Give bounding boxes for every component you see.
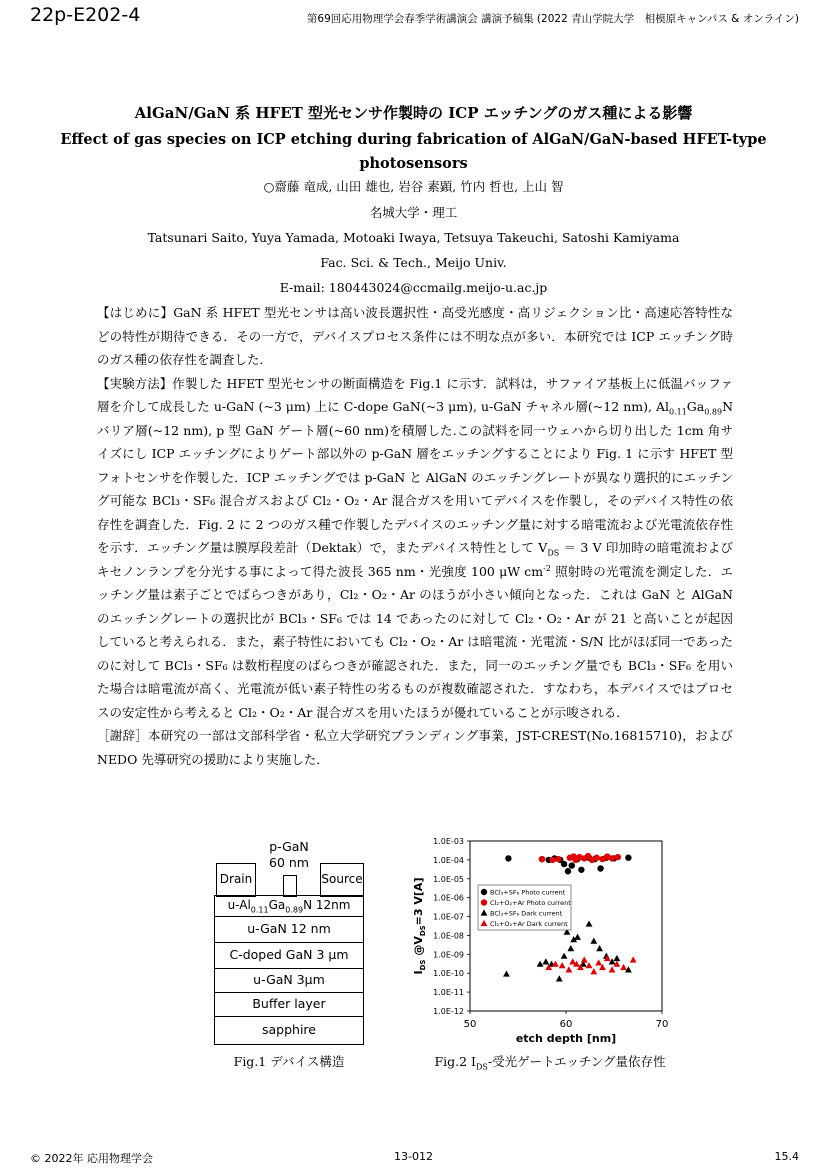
x-tick-label: 70 — [655, 1019, 669, 1030]
legend-marker-1 — [481, 899, 487, 905]
y-tick-label: 1.0E-10 — [433, 969, 464, 979]
data-point-series-2 — [542, 958, 549, 964]
layer-ugan-3um: u-GaN 3μm — [214, 968, 364, 993]
data-point-series-3 — [630, 956, 637, 962]
data-point-series-1 — [539, 856, 545, 862]
legend-marker-0 — [481, 889, 487, 895]
layer-sapphire: sapphire — [214, 1016, 364, 1045]
layer-algan: $u-Al_{0.11}Ga_{0.89}N$ 12nm — [214, 895, 364, 917]
layer-buffer: Buffer layer — [214, 992, 364, 1017]
data-point-series-2 — [596, 945, 603, 951]
data-point-series-0 — [505, 855, 511, 861]
data-point-series-1 — [555, 856, 561, 862]
pgan-gate — [283, 875, 297, 897]
data-point-series-3 — [565, 966, 572, 972]
layer-cdoped-gan: C-doped GaN 3 μm — [214, 942, 364, 969]
title-english — [0, 128, 827, 176]
figure2-chart — [400, 833, 700, 1048]
footer-code: 15.4 — [774, 1150, 799, 1163]
acknowledgement-paragraph: ［謝辞］本研究の一部は文部科学省・私立大学研究ブランディング事業，JST-CREST(No.16815710)，および NEDO 先導研究の援助により実施した． — [97, 728, 733, 767]
x-axis-label: etch depth [nm] — [515, 1032, 617, 1045]
source-electrode: Source — [320, 863, 364, 897]
legend-label-2: BCl₃+SF₆ Dark current — [490, 909, 563, 918]
data-point-series-0 — [625, 855, 631, 861]
figure1-caption: Fig.1 デバイス構造 — [233, 1054, 345, 1069]
data-point-series-2 — [609, 958, 616, 964]
footer-copyright: © 2022年 応用物理学会 — [30, 1152, 153, 1165]
data-point-series-1 — [609, 855, 615, 861]
data-point-series-0 — [597, 865, 603, 871]
data-point-series-3 — [620, 964, 627, 970]
authors-english: Tatsunari Saito, Yuya Yamada, Motoaki Iwaya, Tetsuya Takeuchi, Satoshi Kamiyama — [147, 230, 680, 245]
body-text — [97, 301, 733, 771]
y-axis-ticks — [433, 837, 470, 1016]
method-paragraph: 【実験方法】作製した HFET 型光センサの断面構造を Fig.1 に示す．試料は，サファイア基板上に低温バッファ層を介して成長した u-GaN (~3 μm) 上に C-dope GaN(~3 μm), u-GaN チャネル層(~12 nm), $Al_{0.11}Ga_{0.89}N$ バリア層(~12 nm), p 型 GaN ゲート層(~60 nm)を積層した.この試料を同一ウェハから切り出した 1cm 角サイズにし ICP エッチングによりゲート部以外の p-GaN 層をエッチングすることにより Fig. 1 に示す HFET 型フォトセンサを作製した．ICP エッチングでは p-GaN と AlGaN のエッチングレートが異なり選択的にエッチング可能な BCl₃・SF₆ 混合ガスおよび Cl₂・O₂・Ar 混合ガスを用いてデバイスを作製し，そのデバイス特性の依存性を調査した．Fig. 2 に 2 つのガス種で作製したデバイスのエッチング量に対する暗電流および光電流依存性を示す．エッチング量は膜厚段差計（Dektak）で，またデバイス特性として $V_{DS} = 3$ V 印加時の暗電流およびキセノンランプを分光する事によって得た波長 365 nm・光強度 100 μW $cm^{-2}$ 照射時の光電流を測定した．エッチング量は素子ごとでばらつきがあり，Cl₂・O₂・Ar のほうが小さい傾向となった．これは GaN と AlGaN のエッチングレートの選択比が BCl₃・SF₆ では 14 であったのに対して Cl₂・O₂・Ar が 21 と高いことが起因していると考えられる．また，素子特性においても Cl₂・O₂・Ar は暗電流・光電流・S/N 比がほぼ同一であったのに対して BCl₃・SF₆ は数桁程度のばらつきが確認された．また，同一のエッチング量でも BCl₃・SF₆ を用いた場合は暗電流が高く、光電流が低い素子特性の劣るものが複数確認された．すなわち，本デバイスではプロセスの安定性から考えると Cl₂・O₂・Ar 混合ガスを用いたほうが優れていることが示唆される． — [97, 375, 734, 720]
drain-electrode: Drain — [216, 863, 256, 897]
y-tick-label: 1.0E-12 — [433, 1007, 464, 1016]
data-point-series-3 — [581, 956, 588, 962]
layer-ugan-12nm: u-GaN 12 nm — [214, 916, 364, 943]
data-point-series-0 — [565, 868, 571, 874]
y-axis-label: $I_{DS}$ $@V_{DS}=3$ V[A] — [412, 877, 427, 975]
x-tick-label: 50 — [463, 1019, 477, 1030]
y-tick-label: 1.0E-03 — [433, 837, 464, 846]
intro-paragraph: 【はじめに】GaN 系 HFET 型光センサは高い波長選択性・高受光感度・高リジェクション比・高速応答特性などの特性が期待できる．その一方で，デバイスプロセス条件には不明な点が多い．本研究では ICP エッチング時のガス種の依存性を調査した． — [97, 305, 733, 367]
x-tick-label: 60 — [559, 1019, 573, 1030]
data-point-series-2 — [561, 953, 568, 959]
x-axis-ticks — [464, 1011, 669, 1030]
y-tick-label: 1.0E-07 — [433, 912, 464, 922]
legend-label-3: Cl₂+O₂+Ar Dark current — [490, 920, 568, 928]
legend-label-0: BCl₃+SF₆ Photo current — [490, 888, 566, 897]
data-point-series-2 — [590, 938, 597, 944]
data-point-series-1 — [615, 854, 621, 860]
conference-header: 第69回応用物理学会春季学術講演会 講演予稿集 (2022 青山学院大学 相模原キャンパス & オンライン) — [306, 13, 799, 25]
affiliation-japanese: 名城大学・理工 — [369, 205, 458, 220]
data-point-series-2 — [503, 970, 510, 976]
data-point-series-0 — [561, 861, 567, 867]
data-point-series-3 — [586, 962, 593, 968]
data-point-series-0 — [578, 867, 584, 873]
y-tick-label: 1.0E-09 — [433, 950, 464, 960]
y-tick-label: 1.0E-08 — [433, 931, 464, 941]
paper-id: 22p-E202-4 — [30, 4, 141, 26]
data-point-series-1 — [549, 857, 555, 863]
data-point-series-2 — [567, 945, 574, 951]
data-point-series-3 — [595, 959, 602, 965]
figure1-device-structure — [214, 835, 364, 1045]
footer-page-number: 13-012 — [394, 1150, 433, 1163]
title-english-line2: photosensors — [359, 155, 468, 172]
title-english-line1: Effect of gas species on ICP etching during fabrication of AlGaN/GaN-based HFET-type — [60, 131, 767, 148]
email: E-mail: 180443024@ccmailg.meijo-u.ac.jp — [279, 280, 548, 295]
data-point-series-2 — [613, 955, 620, 961]
data-point-series-3 — [609, 966, 616, 972]
y-tick-label: 1.0E-04 — [433, 855, 464, 865]
y-tick-label: 1.0E-05 — [433, 874, 464, 884]
pgan-label: p-GaN 60 nm — [269, 839, 309, 870]
figure2-caption: Fig.2 $I_{DS}-$受光ゲートエッチング量依存性 — [434, 1054, 666, 1072]
title-japanese: AlGaN/GaN 系 HFET 型光センサ作製時の ICP エッチングのガス種による影響 — [134, 104, 693, 122]
y-tick-label: 1.0E-06 — [433, 893, 464, 903]
data-point-series-2 — [537, 961, 544, 967]
authors-japanese: ○齋藤 竜成, 山田 雄也, 岩谷 素顕, 竹内 哲也, 上山 智 — [263, 179, 564, 194]
data-point-series-3 — [590, 968, 597, 974]
data-point-series-2 — [556, 975, 563, 981]
data-point-series-2 — [586, 920, 593, 926]
legend-label-1: Cl₂+O₂+Ar Photo current — [490, 899, 571, 907]
data-point-series-3 — [559, 962, 566, 968]
data-point-series-2 — [574, 934, 581, 940]
affiliation-english: Fac. Sci. & Tech., Meijo Univ. — [320, 255, 507, 270]
data-point-series-1 — [594, 855, 600, 861]
y-tick-label: 1.0E-11 — [433, 988, 464, 998]
data-point-series-0 — [569, 862, 575, 868]
